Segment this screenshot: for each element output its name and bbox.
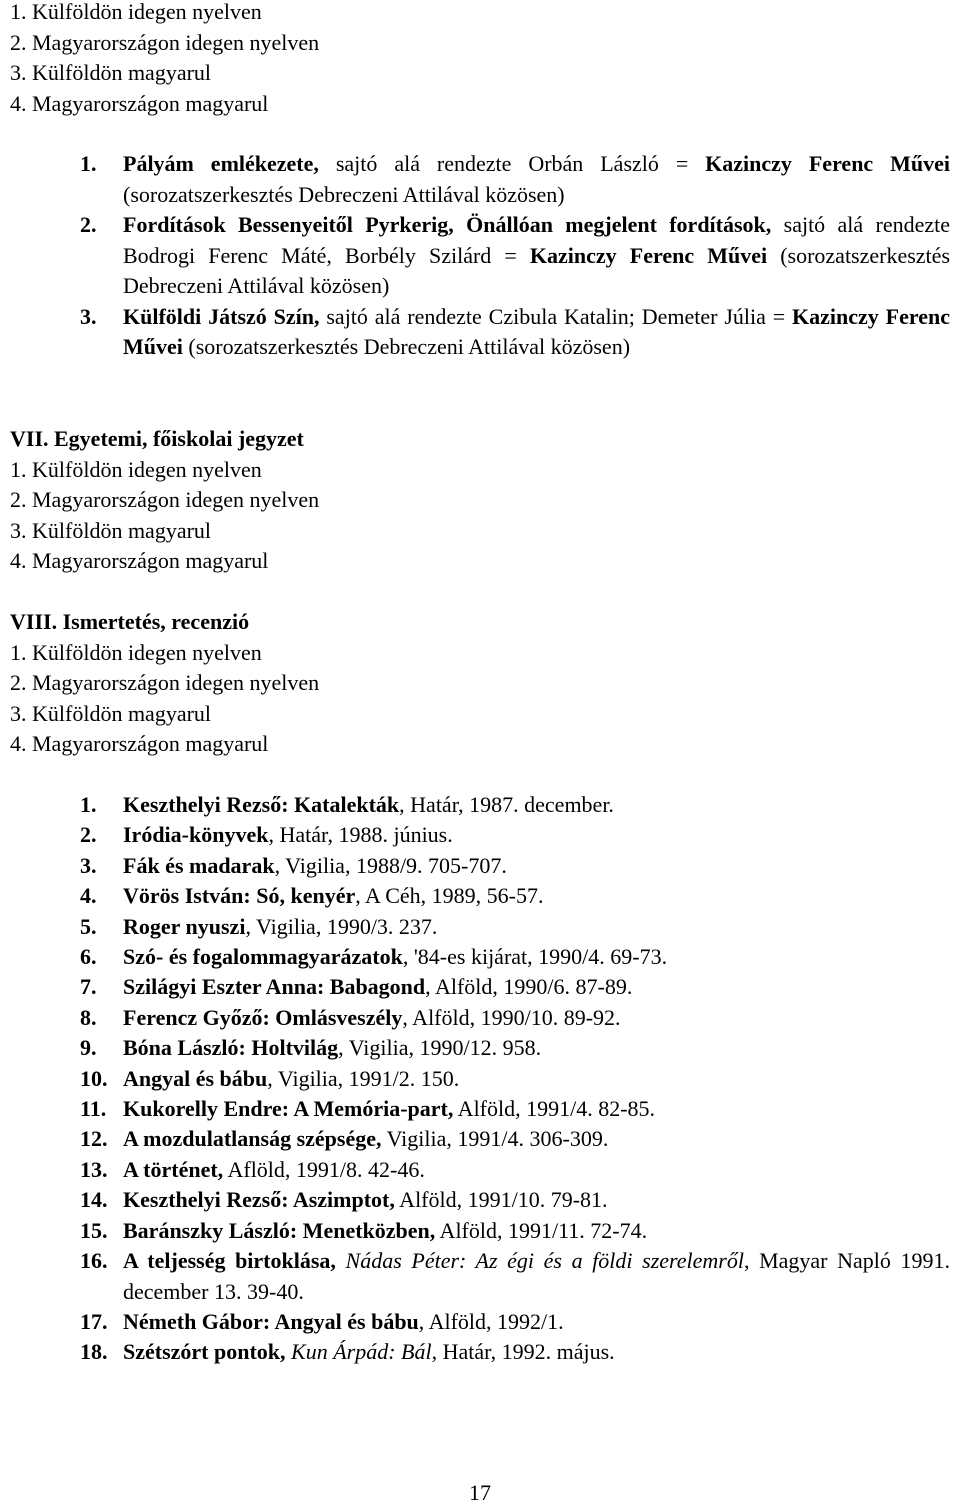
subsection-line: 2. Magyarországon idegen nyelven xyxy=(10,29,320,55)
list-item xyxy=(80,302,950,363)
subsection-line: 3. Külföldön magyarul xyxy=(10,517,212,543)
item-title: Bóna László: Holtvilág xyxy=(123,1035,339,1061)
item-text: sajtó alá rendezte Bodrogi Ferenc Máté, Borbély Szilárd = xyxy=(123,212,950,268)
item-number: 17. xyxy=(80,1308,108,1334)
item-title: Fák és madarak xyxy=(123,852,275,878)
item-title: A történet, xyxy=(123,1156,224,1182)
item-title: Németh Gábor: Angyal és bábu xyxy=(123,1308,419,1334)
item-title: Szó- és fogalommagyarázatok xyxy=(123,944,403,970)
list-item xyxy=(80,149,950,210)
item-title: Baránszky László: Menetközben, xyxy=(123,1217,436,1243)
item-text: (sorozatszerkesztés Debreczeni Attilával közösen) xyxy=(123,242,950,298)
review-list xyxy=(80,790,950,1368)
item-text: , Vigilia, 1991/2. 150. xyxy=(267,1065,460,1091)
item-text: Vigilia, 1991/4. 306-309. xyxy=(381,1126,609,1152)
section-viii xyxy=(10,607,940,760)
item-text: sajtó alá rendezte Czibula Katalin; Demeter Júlia = xyxy=(319,303,793,329)
list-item xyxy=(80,1033,950,1063)
list-item xyxy=(80,210,950,302)
list-item xyxy=(80,851,950,881)
item-title: Vörös István: Só, kenyér xyxy=(123,883,356,909)
list-item xyxy=(80,1337,950,1367)
subsection-line: 1. Külföldön idegen nyelven xyxy=(10,0,262,24)
item-number: 14. xyxy=(80,1187,108,1213)
subsection-line: 4. Magyarországon magyarul xyxy=(10,731,269,756)
list-item xyxy=(80,1094,950,1124)
top-subsection-list xyxy=(10,0,940,119)
item-number: 9. xyxy=(80,1035,97,1061)
item-text xyxy=(336,1248,346,1273)
item-number: 1. xyxy=(80,792,97,817)
item-title: Keszthelyi Rezső: Aszimptot, xyxy=(123,1187,395,1213)
item-title: Kazinczy Ferenc Művei xyxy=(705,151,951,176)
item-title: Kazinczy Ferenc Művei xyxy=(529,242,768,268)
item-number: 3. xyxy=(80,852,97,878)
subsection-line: 2. Magyarországon idegen nyelven xyxy=(10,670,320,695)
item-title: Kazinczy Ferenc Művei xyxy=(123,303,950,359)
item-title: Szétszórt pontok, xyxy=(123,1339,286,1365)
subsection-line: 1. Külföldön idegen nyelven xyxy=(10,456,262,482)
item-number: 5. xyxy=(80,913,97,939)
item-text: , A Céh, 1989, 56-57. xyxy=(355,883,544,909)
item-number: 2. xyxy=(80,212,97,237)
section-vii xyxy=(10,424,940,577)
item-number: 16. xyxy=(80,1248,108,1274)
item-number: 6. xyxy=(80,944,97,970)
item-text: , '84-es kijárat, 1990/4. 69-73. xyxy=(402,944,668,970)
item-title: Kukorelly Endre: A Memória-part, xyxy=(123,1096,454,1122)
subsection-line: 1. Külföldön idegen nyelven xyxy=(10,639,262,665)
item-title: Fordítások Bessenyeitől Pyrkerig, Önállóan megjelent fordítások, xyxy=(123,212,772,237)
item-title: Ferencz Győző: Omlásveszély xyxy=(123,1004,403,1030)
subsection-line: 4. Magyarországon magyarul xyxy=(10,90,269,116)
item-text: Alföld, 1991/4. 82-85. xyxy=(453,1096,656,1122)
item-text: sajtó alá rendezte Orbán László = xyxy=(318,151,706,176)
item-text: , Határ, 1987. december. xyxy=(399,792,614,817)
list-item xyxy=(80,912,950,942)
subsection-line: 3. Külföldön magyarul xyxy=(10,700,212,726)
subsection-line: 4. Magyarországon magyarul xyxy=(10,548,269,573)
item-text: , Magyar Napló 1991. december 13. 39-40. xyxy=(123,1248,950,1304)
section-heading: VII. Egyetemi, főiskolai jegyzet xyxy=(10,426,304,451)
item-title: Iródia-könyvek xyxy=(123,822,269,848)
item-title: Keszthelyi Rezső: Katalekták xyxy=(123,792,400,817)
item-number: 1. xyxy=(80,151,97,176)
list-item xyxy=(80,1246,950,1307)
item-title: Pályám emlékezete, xyxy=(123,151,319,176)
list-item xyxy=(80,881,950,911)
item-reviewed-work: Kun Árpád: Bál xyxy=(291,1339,432,1365)
list-item xyxy=(80,1155,950,1185)
item-number: 12. xyxy=(80,1126,108,1152)
item-text: , Vigilia, 1990/12. 958. xyxy=(338,1035,542,1061)
item-title: Roger nyuszi xyxy=(123,913,246,939)
item-number: 18. xyxy=(80,1339,108,1365)
item-title: A teljesség birtoklása, xyxy=(123,1248,336,1274)
section-heading: VIII. Ismertetés, recenzió xyxy=(10,609,250,634)
item-number: 11. xyxy=(80,1096,107,1122)
list-item xyxy=(80,1003,950,1033)
item-title: Angyal és bábu xyxy=(123,1065,268,1091)
list-item xyxy=(80,972,950,1002)
item-text: Aflöld, 1991/8. 42-46. xyxy=(223,1156,425,1182)
item-title: Szilágyi Eszter Anna: Babagond xyxy=(123,974,426,1000)
item-number: 8. xyxy=(80,1004,97,1030)
item-text: , Vigilia, 1990/3. 237. xyxy=(245,913,438,939)
item-text: , Vigilia, 1988/9. 705-707. xyxy=(274,852,507,878)
item-text: , Alföld, 1990/6. 87-89. xyxy=(425,974,633,1000)
list-item xyxy=(80,790,950,820)
list-item xyxy=(80,1216,950,1246)
item-title: A mozdulatlanság szépsége, xyxy=(123,1126,382,1152)
item-number: 7. xyxy=(80,974,97,1000)
item-text: , Alföld, 1992/1. xyxy=(418,1308,564,1334)
list-item xyxy=(80,1307,950,1337)
edited-works-list xyxy=(80,149,950,363)
page-number: 17 xyxy=(469,1480,491,1505)
list-item xyxy=(80,1185,950,1215)
item-number: 13. xyxy=(80,1156,108,1182)
item-number: 2. xyxy=(80,822,97,848)
item-text: Alföld, 1991/11. 72-74. xyxy=(435,1217,648,1243)
item-text: (sorozatszerkesztés Debreczeni Attilával közösen) xyxy=(182,334,631,359)
subsection-line: 2. Magyarországon idegen nyelven xyxy=(10,487,320,512)
item-text: , Alföld, 1990/10. 89-92. xyxy=(402,1004,621,1030)
item-text: Alföld, 1991/10. 79-81. xyxy=(394,1187,608,1213)
item-title: Külföldi Játszó Szín, xyxy=(123,303,320,329)
subsection-line: 3. Külföldön magyarul xyxy=(10,60,212,85)
item-text: (sorozatszerkesztés Debreczeni Attilával közösen) xyxy=(123,181,565,207)
item-number: 10. xyxy=(80,1065,108,1091)
list-item xyxy=(80,1064,950,1094)
item-text: , Határ, 1992. május. xyxy=(431,1339,615,1365)
list-item xyxy=(80,820,950,850)
item-number: 3. xyxy=(80,303,97,329)
list-item xyxy=(80,942,950,972)
item-number: 4. xyxy=(80,883,97,909)
item-text: , Határ, 1988. június. xyxy=(268,822,453,848)
item-number: 15. xyxy=(80,1217,108,1243)
item-reviewed-work: Nádas Péter: Az égi és a földi szerelemről xyxy=(345,1248,744,1274)
list-item xyxy=(80,1124,950,1154)
